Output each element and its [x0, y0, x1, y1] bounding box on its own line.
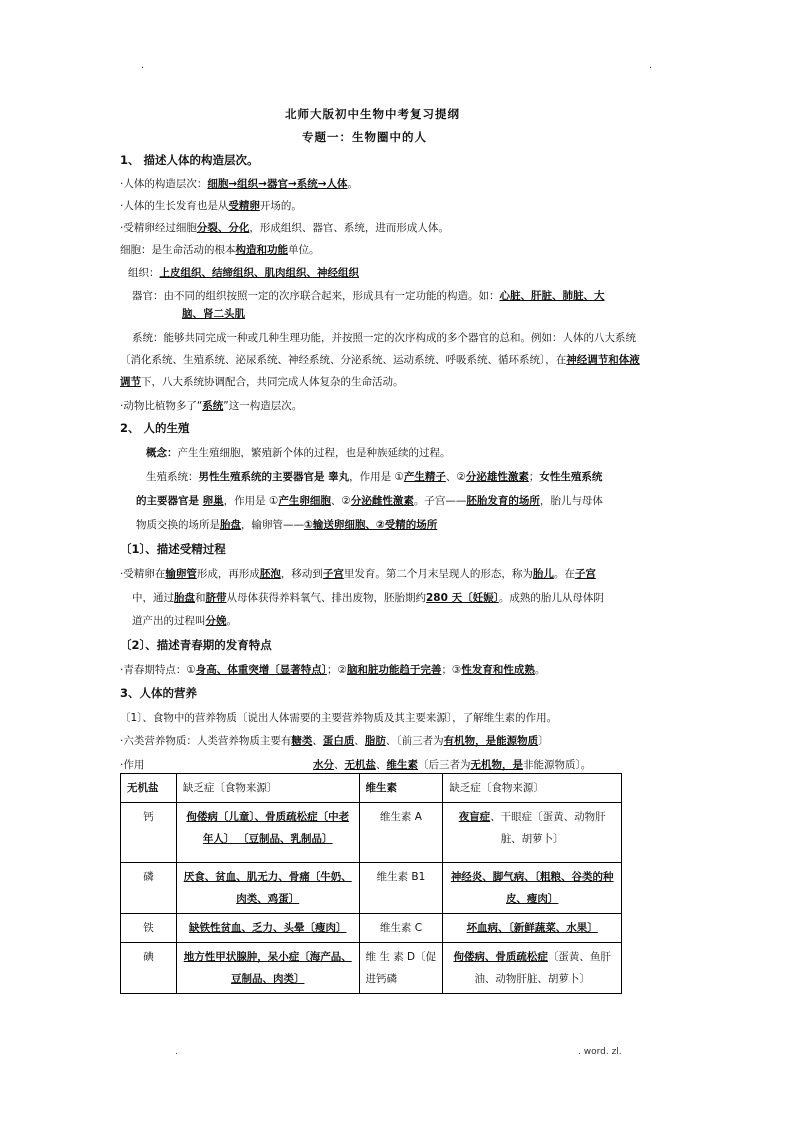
- emph: 无机物，是: [470, 759, 523, 771]
- emph: 脐带: [205, 592, 227, 604]
- emph: 胚胎发育的场所: [466, 495, 540, 507]
- emph: 脑和脏功能趋于完善: [346, 664, 442, 676]
- s3-line-role: [313, 756, 591, 774]
- text: 。子宫——: [413, 495, 467, 507]
- text: ·受精卵经过细胞: [120, 222, 197, 234]
- text: 产生生殖细胞，繁殖新个体的过程，也是种族延续的过程。: [177, 447, 451, 459]
- s2-puberty-line: [120, 661, 545, 679]
- nutrition-table: [120, 773, 622, 994]
- text: ，移动到: [280, 568, 323, 580]
- emph: 280 天〔妊娠〕: [426, 592, 499, 604]
- footer-mark-left: .: [175, 1047, 178, 1057]
- table-row: [121, 863, 622, 914]
- s3-line-six-types: [120, 732, 549, 750]
- text: 。: [226, 615, 237, 627]
- text: ；②: [327, 664, 347, 676]
- emph: 分泌雌性激素: [350, 495, 414, 507]
- text: 物质交换的场所是: [136, 519, 220, 531]
- header-cell: 缺乏症〔食物来源〕: [443, 774, 622, 803]
- emph: 性发育和性成熟: [461, 664, 535, 676]
- text: 的主要器官是: [136, 495, 203, 507]
- text: ；③: [441, 664, 462, 676]
- emph: 子宫: [322, 568, 344, 580]
- vitamin-cell: 维 生 素 D〔促进钙磷: [359, 943, 443, 994]
- text: ·动物比植物多了“: [120, 400, 203, 412]
- emph: ①输送卵细胞、②受精的场所: [304, 519, 438, 531]
- header-cell: 维生素: [359, 774, 443, 803]
- text: ，作用是 ①: [223, 495, 279, 507]
- text: 组织：: [128, 267, 160, 279]
- s1-line-cell: [120, 241, 320, 259]
- s2-concept: [146, 444, 451, 462]
- s1-line-organ: [132, 287, 605, 305]
- s1-line-organ-cont: [182, 305, 245, 323]
- text: 里发育。第二个月末呈现人的形态，称为: [343, 568, 533, 580]
- emph: 卵巢: [202, 495, 224, 507]
- emph: 女性生殖系统: [539, 471, 603, 483]
- vitamin-cell: 维生素 A: [359, 803, 443, 863]
- section-2-heading: 2、 人的生殖: [120, 421, 190, 435]
- table-header-row: [121, 774, 622, 803]
- text: 下，八大系统协调配合，共同完成人体复杂的生命活动。: [141, 376, 404, 388]
- emph: 维生素: [386, 759, 418, 771]
- header-cell: 缺乏症〔食物来源〕: [176, 774, 359, 803]
- text: 〔后三者为: [418, 759, 471, 771]
- emph: 神经调节和体液调节: [120, 354, 640, 388]
- text: ·受精卵在: [120, 568, 166, 580]
- text: 〔蛋黄、鱼肝油、动物肝脏、胡萝卜〕: [474, 951, 611, 985]
- salt-cell: 钙: [121, 803, 177, 863]
- text: 开场的。: [259, 200, 302, 212]
- topic-title: 专题一：生物圈中的人: [302, 130, 427, 144]
- emph: 产生精子: [403, 471, 446, 483]
- table-row: [121, 803, 622, 863]
- salt-deficiency-cell: 厌食、贫血、肌无力、骨痛〔牛奶、肉类、鸡蛋〕: [176, 863, 359, 914]
- emph: 水分: [313, 759, 334, 771]
- s2-sub-heading-2: 〔2〕、描述青春期的发育特点: [120, 638, 272, 652]
- text: ·六类营养物质：人类营养物质主要有: [120, 735, 292, 747]
- table-row: [121, 914, 622, 943]
- emph: 分裂、分化: [196, 222, 250, 234]
- text: ·人体的构造层次：: [120, 178, 208, 190]
- emph: 心脏、肝脏、肺脏、大: [499, 290, 605, 302]
- text: 道产出的过程叫: [132, 615, 206, 627]
- s1-line-tissue: [128, 264, 359, 282]
- text: ，胎儿与母体: [539, 495, 603, 507]
- text: ；: [528, 471, 540, 483]
- corner-mark-top-left: .: [141, 60, 145, 71]
- emph: 身高、体重突增〔显著特点〕: [195, 664, 328, 676]
- emph: 构造和功能: [235, 244, 288, 256]
- salt-cell: 铁: [121, 914, 177, 943]
- text: 、干眼症〔蛋黄、动物肝脏、胡萝卜〕: [490, 811, 606, 845]
- s2-repro-line3: [136, 516, 437, 534]
- emph: 上皮组织、结缔组织、肌肉组织、神经组织: [159, 267, 359, 279]
- emph: 系统: [202, 400, 224, 412]
- text: ，输卵管——: [241, 519, 304, 531]
- emph: 胎盘: [174, 592, 195, 604]
- text: 、②: [330, 495, 351, 507]
- text: 、②: [445, 471, 466, 483]
- emph: 细胞→组织→器官→系统→人体: [207, 178, 348, 190]
- text: ”这一构造层次。: [223, 400, 303, 412]
- text: 、: [312, 735, 323, 747]
- vitamin-deficiency-cell: 神经炎、脚气病、〔粗粮、谷类的种皮、瘦肉〕: [443, 863, 622, 914]
- section-1-heading: 1、 描述人体的构造层次。: [120, 153, 259, 167]
- text: 、: [334, 759, 345, 771]
- emph: 脂肪: [364, 735, 386, 747]
- emph: 糖类: [291, 735, 313, 747]
- s1-line-animal: [120, 397, 302, 415]
- s2-fert-line2: [132, 589, 604, 607]
- emph: 产生卵细胞: [278, 495, 331, 507]
- emph: 有机物，是能源物质: [443, 735, 539, 747]
- header-cell: 无机盐: [121, 774, 177, 803]
- s2-fert-line1: [120, 565, 596, 583]
- emph: 受精卵: [228, 200, 260, 212]
- s1-line-division: [120, 219, 449, 237]
- vitamin-deficiency-cell: [443, 943, 622, 994]
- text: 、: [354, 735, 365, 747]
- section-3-heading: 3、人体的营养: [120, 686, 198, 700]
- emph: 分娩: [205, 615, 227, 627]
- s3-line-role-label: ·作用: [120, 759, 145, 771]
- text: 细胞：是生命活动的根本: [120, 244, 236, 256]
- salt-deficiency-cell: 地方性甲状腺肿，呆小症〔海产品、豆制品、肉类〕: [176, 943, 359, 994]
- text: ·人体的生长发育也是从: [120, 200, 229, 212]
- vitamin-deficiency-cell: 坏血病、〔新鲜蔬菜、水果〕: [443, 914, 622, 943]
- text: 器官：由不同的组织按照一定的次序联合起来，形成具有一定功能的构造。如：: [132, 290, 500, 302]
- text: 系统：能够共同完成一种或几种生理功能，并按照一定的次序构成的多个器官的总和。例如：人体的八大系统〔消化系统、生殖系统、泌尿系统、神经系统、分泌系统、运动系统、呼吸系统、循环系统〕，在: [120, 332, 636, 366]
- salt-cell: 碘: [121, 943, 177, 994]
- text: 中，通过: [132, 592, 174, 604]
- footer-mark-right: . word. zl.: [578, 1047, 622, 1057]
- text: 。: [534, 664, 546, 676]
- emph: 胚泡: [259, 568, 281, 580]
- salt-cell: 磷: [121, 863, 177, 914]
- emph: 无机盐: [344, 759, 376, 771]
- text: 从母体获得养料氧气、排出废物，胚胎期约: [226, 592, 426, 604]
- text: 。在: [553, 568, 575, 580]
- s2-repro-line1: [146, 468, 602, 486]
- s2-sub-heading-1: 〔1〕、描述受精过程: [120, 542, 226, 556]
- s2-repro-line2: [136, 492, 603, 510]
- s1-line-structure: [120, 175, 358, 193]
- salt-deficiency-cell: 缺铁性贫血、乏力、头晕〔瘦肉〕: [176, 914, 359, 943]
- emph: 蛋白质: [322, 735, 355, 747]
- text: ，作用是 ①: [349, 471, 404, 483]
- s1-line-growth: [120, 197, 302, 215]
- document-title: 北师大版初中生物中考复习提纲: [285, 107, 460, 121]
- text: ，形成组织、器官、系统，进而形成人体。: [249, 222, 449, 234]
- label: 概念：: [146, 447, 178, 459]
- vitamin-cell: 维生素 B1: [359, 863, 443, 914]
- emph: 佝偻病、骨质疏松症: [453, 951, 548, 963]
- emph: 夜盲症: [458, 811, 491, 823]
- text: 生殖系统：: [146, 471, 199, 483]
- emph: 脑、肾二头肌: [182, 308, 245, 320]
- text: 单位。: [288, 244, 320, 256]
- salt-deficiency-cell: 佝偻病〔儿童〕、骨质疏松症〔中老年人〕 〔豆制品、乳制品〕: [176, 803, 359, 863]
- emph: 胎儿: [532, 568, 554, 580]
- table-row: [121, 943, 622, 994]
- emph: 子宫: [574, 568, 596, 580]
- s1-paragraph-system: [120, 327, 650, 393]
- text: 非能源物质〕。: [523, 759, 592, 771]
- text: ·青春期特点：①: [120, 664, 196, 676]
- text: 。成熟的胎儿从母体阴: [498, 592, 604, 604]
- emph: 胎盘: [220, 519, 241, 531]
- text: 、〔前三者为: [385, 735, 444, 747]
- vitamin-deficiency-cell: [443, 803, 622, 863]
- s2-fert-line3: [132, 612, 237, 630]
- text: 形成，再形成: [196, 568, 260, 580]
- emph: 分泌雄性激素: [465, 471, 529, 483]
- text: 。: [347, 178, 359, 190]
- text: 、: [376, 759, 387, 771]
- text: 和: [195, 592, 206, 604]
- emph: 男性生殖系统的主要器官是 睾丸: [198, 471, 350, 483]
- emph: 输卵管: [165, 568, 197, 580]
- vitamin-cell: 维生素 C: [359, 914, 443, 943]
- s3-line-nutrients: 〔1〕、食物中的营养物质〔说出人体需要的主要营养物质及其主要来源〕，了解维生素的作用。: [120, 712, 558, 724]
- text: 〕: [538, 735, 549, 747]
- corner-mark-top-right: .: [649, 60, 653, 71]
